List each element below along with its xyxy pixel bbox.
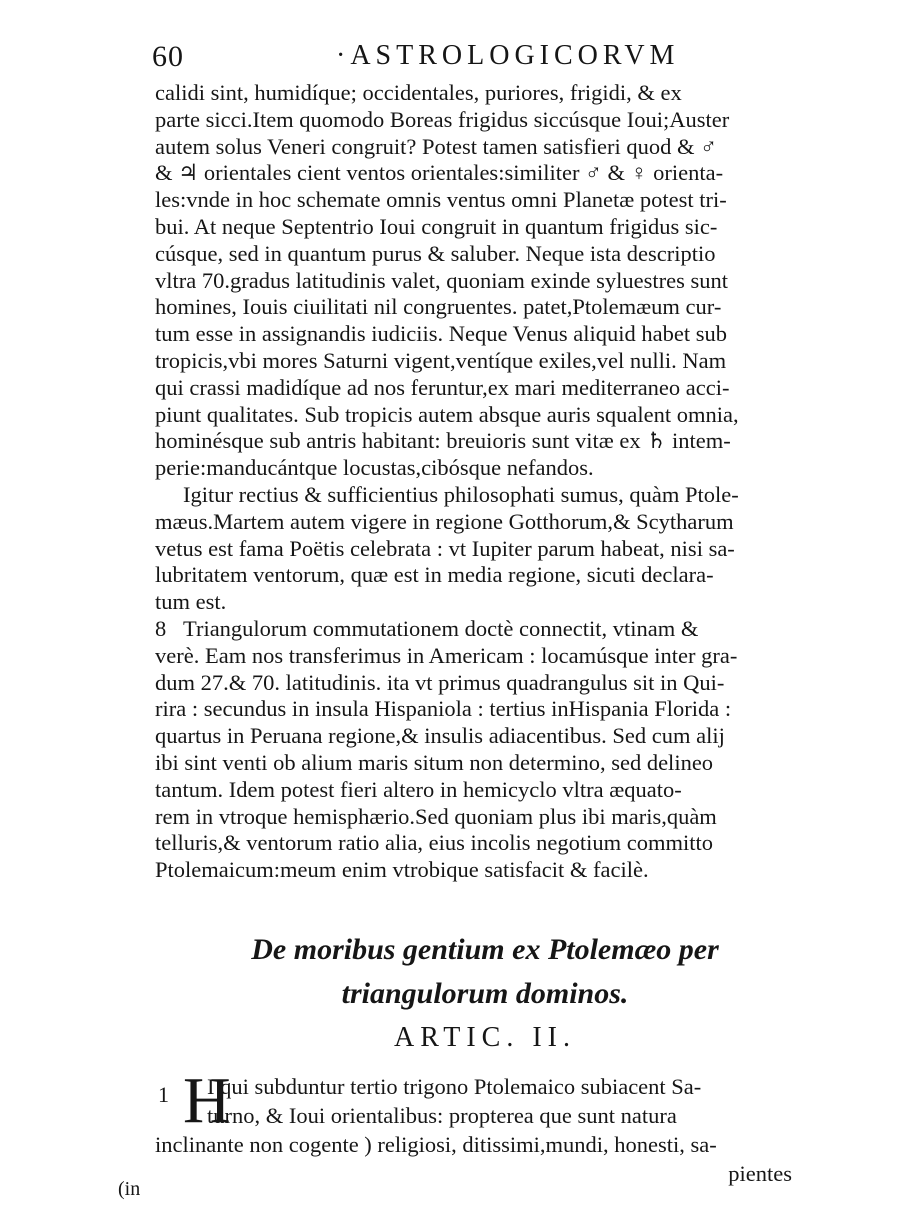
- section-text: [155, 1064, 810, 1188]
- text-line: rira : secundus in insula Hispaniola : tertius inHispania Florida :: [155, 696, 732, 722]
- text-line: telluris,& ventorum ratio alia, eius incolis negotium committo: [155, 830, 714, 856]
- text-line: lubritatem ventorum, quæ est in media regione, sicuti declara-: [155, 562, 714, 588]
- text-line: vltra 70.gradus latitudinis valet, quoniam exinde syluestres sunt: [155, 267, 729, 293]
- text-line: mæus.Martem autem vigere in regione Gotthorum,& Scytharum: [155, 508, 734, 534]
- text-line: & ♃ orientales cient ventos orientales:similiter ♂ & ♀ orienta-: [155, 160, 724, 186]
- text-line: vetus est fama Poëtis celebrata : vt Iupiter parum habeat, nisi sa-: [155, 535, 735, 561]
- paragraph-number: 8: [155, 615, 167, 641]
- text-line: qui crassi madidíque ad nos feruntur,ex mari mediterraneo acci-: [155, 374, 730, 400]
- section-number: 1: [158, 1082, 169, 1107]
- running-title: ·ASTROLOGICORVM: [336, 40, 680, 71]
- text-line: cúsque, sed in quantum purus & saluber. Neque ista descriptio: [155, 240, 716, 266]
- text-line: hominésque sub antris habitant: breuioris sunt vitæ ex ♄ intem-: [155, 428, 731, 454]
- text-line: tantum. Idem potest fieri altero in hemicyclo vltra æquato-: [155, 776, 682, 802]
- text-line: parte sicci.Item quomodo Boreas frigidus siccúsque Ioui;Auster: [155, 106, 730, 132]
- text-line: ibi sint venti ob alium maris situm non determino, sed delineo: [155, 749, 714, 775]
- text-line: Igitur rectius & sufficientius philosophati sumus, quàm Ptole-: [183, 481, 739, 507]
- text-line: tum est.: [155, 589, 227, 615]
- text-line: bui. At neque Septentrio Ioui congruit in quantum frigidus sic-: [155, 213, 718, 239]
- article-heading: ARTIC. II.: [394, 1022, 576, 1053]
- section-title: [150, 928, 820, 1016]
- text-line: perie:manducántque locustas,cibósque nefandos.: [155, 455, 594, 481]
- margin-annotation: (in: [118, 1178, 141, 1200]
- text-line: Ptolemaicum:meum enim vtrobique satisfacit & facilè.: [155, 857, 649, 883]
- text-line: dum 27.& 70. latitudinis. ita vt primus quadrangulus sit in Qui-: [155, 669, 725, 695]
- paragraph-1: [155, 80, 810, 482]
- text-line: inclinante non cogente ) religiosi, ditissimi,mundi, honesti, sa-: [155, 1132, 717, 1157]
- text-line: I qui subduntur tertio trigono Ptolemaico subiacent Sa-: [207, 1074, 702, 1099]
- text-line: calidi sint, humidíque; occidentales, puriores, frigidi, & ex: [155, 80, 682, 105]
- page-number: 60: [152, 40, 184, 73]
- text-line: piunt qualitates. Sub tropicis autem absque auris squalent omnia,: [155, 401, 739, 427]
- drop-cap: H: [183, 1064, 231, 1137]
- text-line: verè. Eam nos transferimus in Americam : locamúsque inter gra-: [155, 642, 738, 668]
- main-text: [155, 80, 810, 884]
- text-line: tum esse in assignandis iudiciis. Neque Venus aliquid habet sub: [155, 321, 728, 347]
- catchword: pientes: [728, 1161, 792, 1186]
- text-line: quartus in Peruana regione,& insulis adiacentibus. Sed cum alij: [155, 723, 725, 749]
- text-line: homines, Iouis ciuilitati nil congruentes. patet,Ptolemæum cur-: [155, 294, 722, 320]
- title-line: triangulorum dominos.: [341, 977, 629, 1010]
- text-line: autem solus Veneri congruit? Potest tamen satisfieri quod & ♂: [155, 133, 717, 159]
- text-line: les:vnde in hoc schemate omnis ventus omni Planetæ potest tri-: [155, 187, 727, 213]
- text-line: rem in vtroque hemisphærio.Sed quoniam plus ibi maris,quàm: [155, 803, 717, 829]
- text-line: Triangulorum commutationem doctè connectit, vtinam &: [183, 615, 699, 641]
- paragraph-2: [155, 482, 810, 616]
- text-line: tropicis,vbi mores Saturni vigent,ventíque exiles,vel nulli. Nam: [155, 347, 727, 373]
- title-line: De moribus gentium ex Ptolemæo per: [251, 933, 719, 966]
- paragraph-3: [155, 616, 810, 884]
- text-line: turno, & Ioui orientalibus: propterea que sunt natura: [207, 1103, 677, 1128]
